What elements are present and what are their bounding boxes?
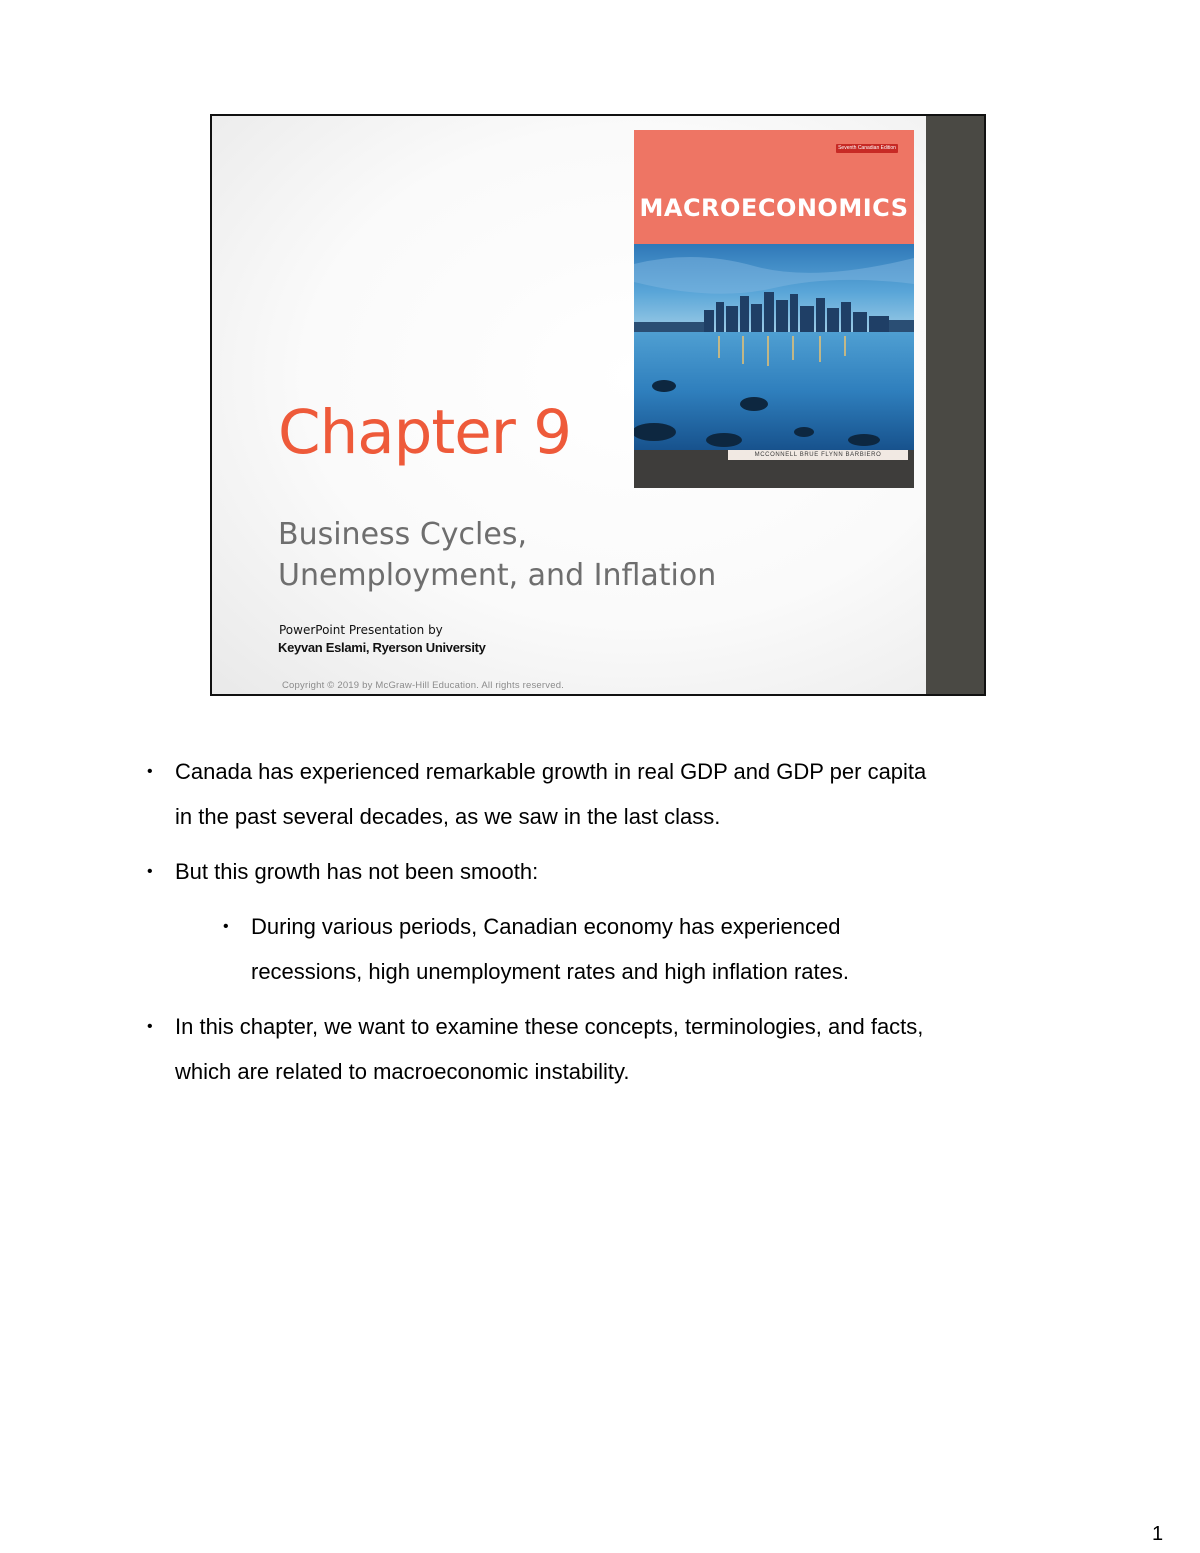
cover-authors: MCCONNELL BRUE FLYNN BARBIERO xyxy=(728,450,908,460)
note-text-line: But this growth has not been smooth: xyxy=(175,859,539,884)
cover-skyline-photo xyxy=(634,244,914,450)
slide-thumbnail xyxy=(210,114,986,696)
bullet-marker: • xyxy=(223,918,229,935)
bullet-marker: • xyxy=(147,763,153,780)
note-text-line: In this chapter, we want to examine these concepts, terminologies, and facts, xyxy=(175,1014,924,1039)
note-text-line: in the past several decades, as we saw in the last class. xyxy=(175,804,721,829)
note-text-line: which are related to macroeconomic instability. xyxy=(175,1059,630,1084)
cover-title: MACROECONOMICS xyxy=(639,194,909,222)
book-cover-image xyxy=(634,130,914,488)
note-bullet-3 xyxy=(147,1004,1075,1094)
note-sub-bullet-1 xyxy=(223,904,1151,994)
note-text-line: recessions, high unemployment rates and high inflation rates. xyxy=(251,959,850,984)
bullet-marker: • xyxy=(147,1018,153,1035)
note-bullet-1 xyxy=(147,749,1075,839)
presenter-label: PowerPoint Presentation by xyxy=(279,623,443,637)
subtitle-line-1: Business Cycles, xyxy=(278,517,527,552)
page-number: 1 xyxy=(1152,1523,1164,1545)
copyright-notice: Copyright © 2019 by McGraw-Hill Education. All rights reserved. xyxy=(282,680,565,691)
chapter-title: Chapter 9 xyxy=(278,397,572,468)
note-text-line: Canada has experienced remarkable growth in real GDP and GDP per capita xyxy=(175,759,927,784)
presenter-name: Keyvan Eslami, Ryerson University xyxy=(278,640,486,655)
slide-sidebar-bar xyxy=(926,116,984,694)
subtitle-line-2: Unemployment, and Inflation xyxy=(278,558,717,593)
bullet-marker: • xyxy=(147,863,153,880)
note-text-line: During various periods, Canadian economy has experienced xyxy=(251,914,841,939)
note-bullet-2 xyxy=(147,849,1075,894)
cover-publisher-badge: Seventh Canadian Edition xyxy=(836,144,898,153)
chapter-subtitle xyxy=(278,514,716,596)
